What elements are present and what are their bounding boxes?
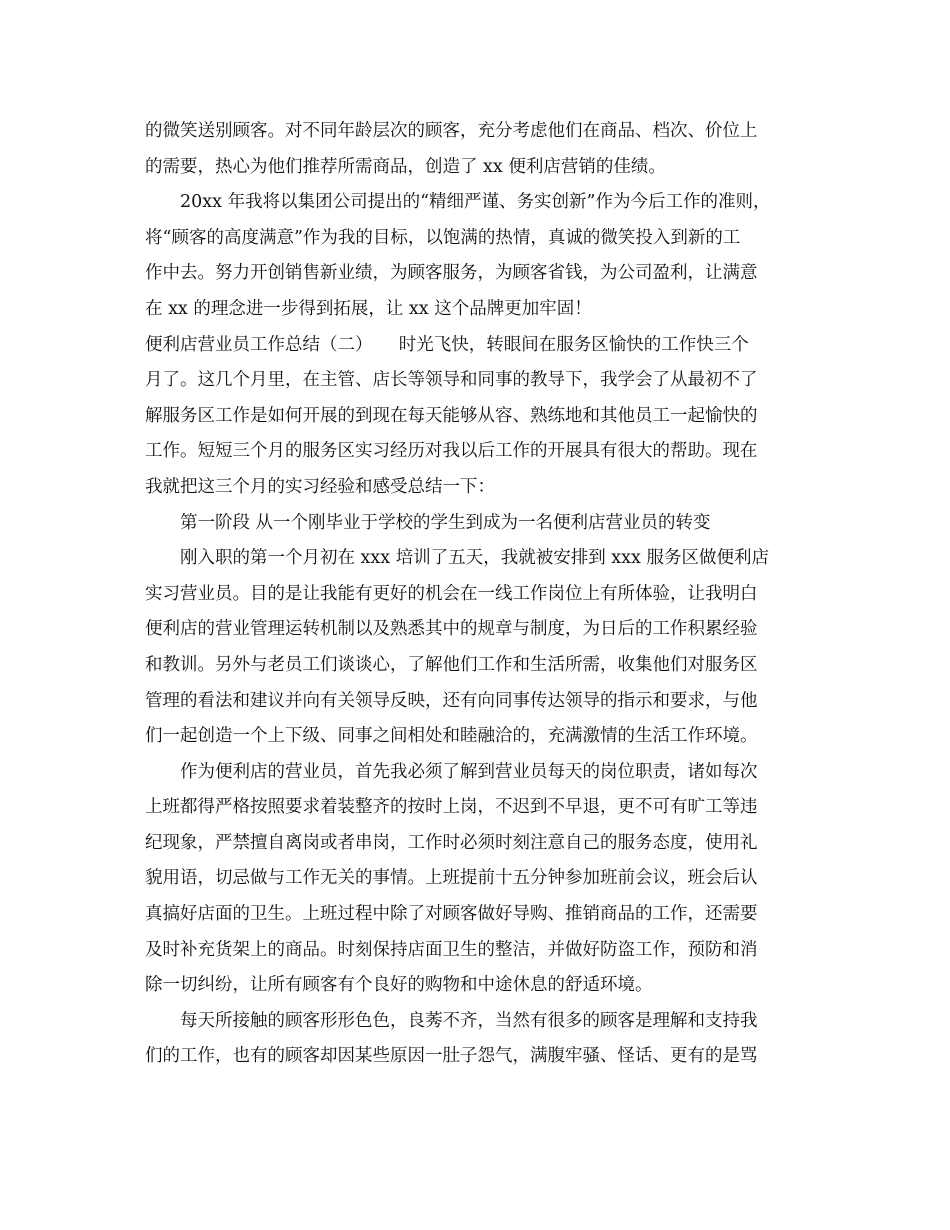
document-body [145,114,815,1075]
text-line: 除一切纠纷，让所有顾客有个良好的购物和中途休息的舒适环境。 [145,975,653,996]
stage-heading-line: 第一阶段 从一个刚毕业于学校的学生到成为一名便利店营业员的转变 [180,512,711,533]
text-line: 管理的看法和建议并向有关领导反映，还有向同事传达领导的指示和要求，与他 [145,690,758,711]
paragraph-start-line: 20xx 年我将以集团公司提出的“精细严谨、务实创新”作为今后工作的准则， [180,192,771,213]
text-line: 解服务区工作是如何开展的到现在每天能够从容、熟练地和其他员工一起愉快的 [145,405,758,426]
section-title-line: 便利店营业员工作总结（二） 时光飞快，转眼间在服务区愉快的工作快三个 [145,334,749,355]
text-line: 纪现象，严禁擅自离岗或者串岗，工作时必须时刻注意自己的服务态度，使用礼 [145,832,758,853]
text-line: 作中去。努力开创销售新业绩，为顾客服务，为顾客省钱，为公司盈利，让满意 [145,263,758,284]
text-line: 真搞好店面的卫生。上班过程中除了对顾客做好导购、推销商品的工作，还需要 [145,904,758,925]
text-line: 在 xx 的理念进一步得到拓展，让 xx 这个品牌更加牢固！ [145,298,592,319]
text-line: 及时补充货架上的商品。时刻保持店面卫生的整洁，并做好防盗工作，预防和消 [145,939,758,960]
paragraph-start-line: 作为便利店的营业员，首先我必须了解到营业员每天的岗位职责，诸如每次 [180,761,758,782]
text-line: 月了。这几个月里，在主管、店长等领导和同事的教导下，我学会了从最初不了 [145,370,758,391]
text-line: 我就把这三个月的实习经验和感受总结一下： [145,476,495,497]
text-line: 和教训。另外与老员工们谈谈心，了解他们工作和生活所需，收集他们对服务区 [145,654,758,675]
text-line: 的需要，热心为他们推荐所需商品，创造了 xx 便利店营销的佳绩。 [145,156,666,177]
paragraph-start-line: 每天所接触的顾客形形色色，良莠不齐，当然有很多的顾客是理解和支持我 [180,1010,758,1031]
text-line: 的微笑送别顾客。对不同年龄层次的顾客，充分考虑他们在商品、档次、价位上 [145,121,758,141]
paragraph-start-line: 刚入职的第一个月初在 xxx 培训了五天，我就被安排到 xxx 服务区做便利店 [180,548,769,569]
text-line: 们一起创造一个上下级、同事之间相处和睦融洽的，充满激情的生活工作环境。 [145,726,758,747]
text-line: 们的工作，也有的顾客却因某些原因一肚子怨气，满腹牢骚、怪话、更有的是骂 [145,1046,758,1067]
text-line: 实习营业员。目的是让我能有更好的机会在一线工作岗位上有所体验，让我明白 [145,583,758,604]
text-line: 貌用语，切忌做与工作无关的事情。上班提前十五分钟参加班前会议，班会后认 [145,868,758,889]
text-line: 上班都得严格按照要求着装整齐的按时上岗，不迟到不早退，更不可有旷工等违 [145,797,758,818]
text-line: 便利店的营业管理运转机制以及熟悉其中的规章与制度，为日后的工作积累经验 [145,619,758,640]
text-line: 工作。短短三个月的服务区实习经历对我以后工作的开展具有很大的帮助。现在 [145,441,758,462]
text-line: 将“顾客的高度满意”作为我的目标，以饱满的热情，真诚的微笑投入到新的工 [145,227,741,248]
